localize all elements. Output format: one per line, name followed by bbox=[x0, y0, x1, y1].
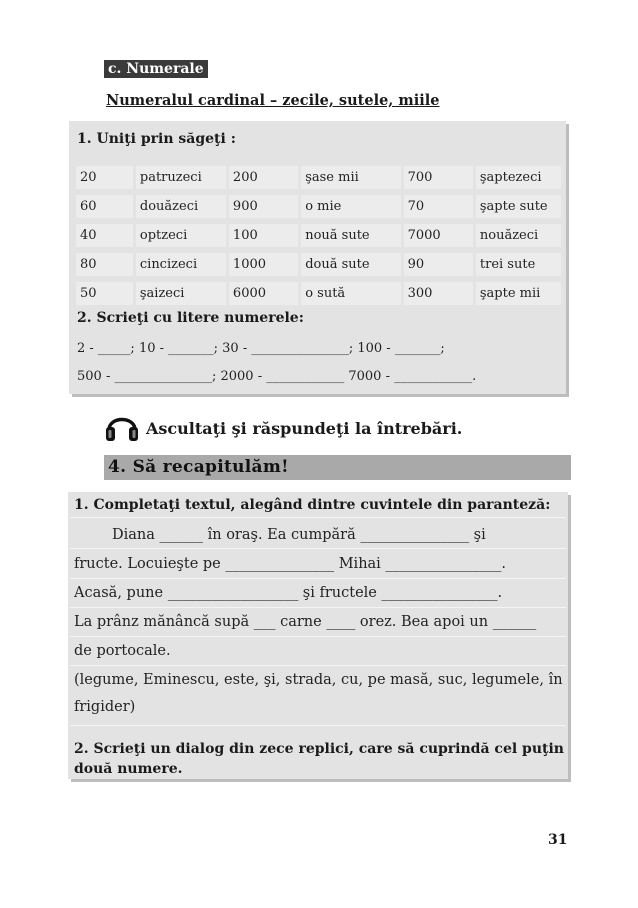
section-subtitle: Numeralul cardinal – zecile, sutele, miile bbox=[106, 92, 440, 109]
exercise-4-title-cont: două numere. bbox=[74, 761, 183, 777]
exercise-4-title: 2. Scrieţi un dialog din zece replici, care să cuprindă cel puţin bbox=[74, 741, 564, 757]
word-cell: cincizeci bbox=[136, 253, 226, 276]
listen-instruction: Ascultaţi şi răspundeţi la întrebări. bbox=[146, 419, 463, 438]
word-cell: douăzeci bbox=[136, 195, 226, 218]
table-row bbox=[76, 224, 561, 247]
number-cell: 200 bbox=[229, 166, 298, 189]
number-cell: 6000 bbox=[229, 282, 298, 305]
word-cell: trei sute bbox=[476, 253, 561, 276]
number-cell: 70 bbox=[404, 195, 473, 218]
table-row bbox=[76, 166, 561, 189]
section-label: c. Numerale bbox=[104, 60, 208, 78]
text-line: La prânz mănâncă supă ___ carne ____ orez. Bea apoi un ______ bbox=[74, 614, 537, 630]
table-row bbox=[76, 282, 561, 305]
exercise-3-title: 1. Completaţi textul, alegând dintre cuvintele din paranteză: bbox=[74, 497, 551, 513]
fill-line-2: 500 - _______________; 2000 - ____________ 7000 - ____________. bbox=[77, 369, 477, 384]
word-cell: şaptezeci bbox=[476, 166, 561, 189]
recap-heading: 4. Să recapitulăm! bbox=[108, 457, 289, 477]
text-line: fructe. Locuieşte pe _______________ Mihai ________________. bbox=[74, 556, 507, 572]
text-line: frigider) bbox=[74, 699, 136, 715]
text-line: de portocale. bbox=[74, 643, 171, 659]
number-cell: 60 bbox=[76, 195, 133, 218]
table-row bbox=[76, 195, 561, 218]
word-cell: patruzeci bbox=[136, 166, 226, 189]
headphones-icon bbox=[104, 408, 140, 444]
word-cell: şaizeci bbox=[136, 282, 226, 305]
number-cell: 40 bbox=[76, 224, 133, 247]
table-row bbox=[76, 253, 561, 276]
number-matching-table bbox=[73, 160, 564, 311]
word-cell: nouă sute bbox=[301, 224, 400, 247]
text-line: (legume, Eminescu, este, şi, strada, cu, pe masă, suc, legumele, în bbox=[74, 672, 563, 688]
exercise-2-title: 2. Scrieţi cu litere numerele: bbox=[77, 310, 304, 326]
exercise-1-title: 1. Uniţi prin săgeţi : bbox=[77, 131, 236, 147]
number-cell: 80 bbox=[76, 253, 133, 276]
word-cell: o mie bbox=[301, 195, 400, 218]
number-cell: 90 bbox=[404, 253, 473, 276]
text-line: Acasă, pune __________________ şi fructele ________________. bbox=[74, 585, 503, 601]
number-cell: 300 bbox=[404, 282, 473, 305]
number-cell: 7000 bbox=[404, 224, 473, 247]
word-cell: nouăzeci bbox=[476, 224, 561, 247]
fill-line-1: 2 - _____; 10 - _______; 30 - _______________; 100 - _______; bbox=[77, 341, 445, 356]
word-cell: două sute bbox=[301, 253, 400, 276]
word-cell: optzeci bbox=[136, 224, 226, 247]
word-cell: şapte sute bbox=[476, 195, 561, 218]
number-cell: 50 bbox=[76, 282, 133, 305]
text-line: Diana ______ în oraş. Ea cumpără _______________ şi bbox=[112, 527, 486, 543]
word-cell: o sută bbox=[301, 282, 400, 305]
word-cell: şapte mii bbox=[476, 282, 561, 305]
number-cell: 1000 bbox=[229, 253, 298, 276]
word-cell: şase mii bbox=[301, 166, 400, 189]
number-cell: 100 bbox=[229, 224, 298, 247]
number-cell: 20 bbox=[76, 166, 133, 189]
number-cell: 900 bbox=[229, 195, 298, 218]
page-number: 31 bbox=[548, 832, 568, 848]
number-cell: 700 bbox=[404, 166, 473, 189]
